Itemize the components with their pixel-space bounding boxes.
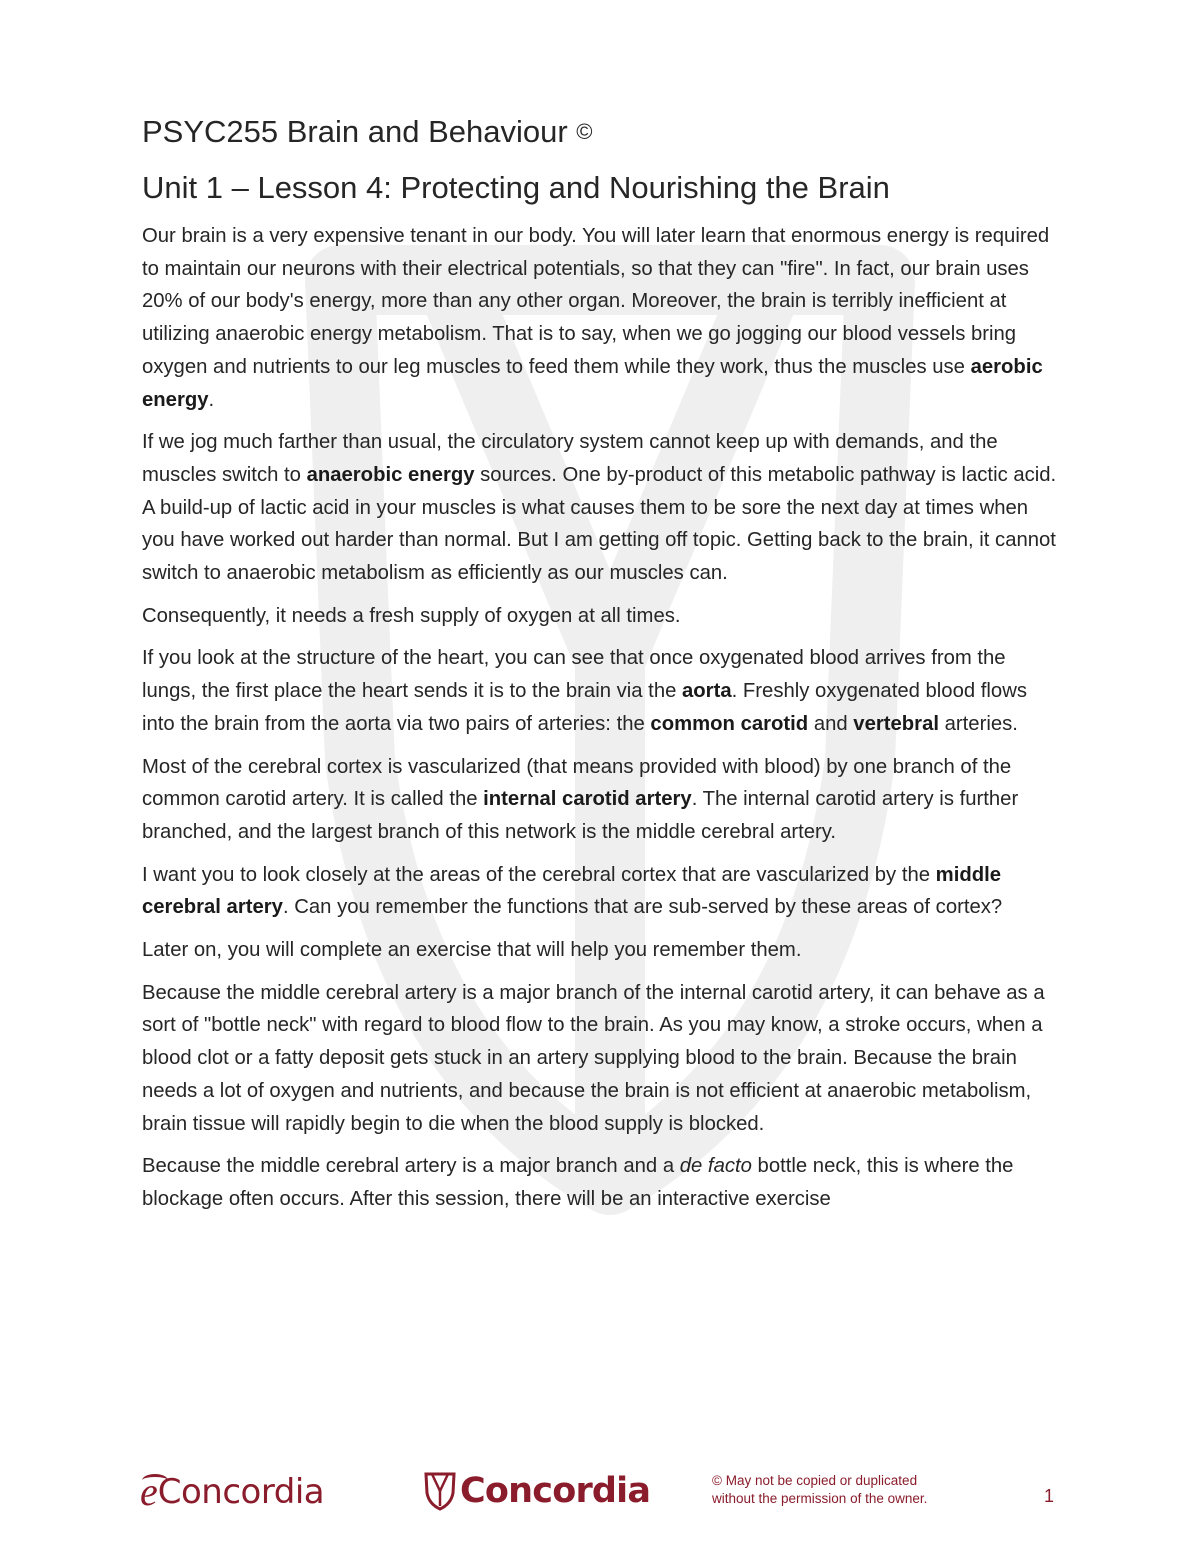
text: If we jog much farther than usual, the circulatory system cannot keep up with demands, and the muscles switch to [142, 431, 998, 486]
text: . Can you remember the functions that are sub-served by these areas of cortex? [282, 896, 1003, 919]
text: and [808, 712, 854, 735]
copyright-line-2: without the permission of the owner. [712, 1491, 928, 1506]
term-common-carotid: common carotid [650, 712, 809, 735]
text: e [140, 1469, 158, 1514]
concordia-logo [424, 1468, 650, 1514]
paragraph-5 [142, 751, 1062, 849]
econcordia-e-mark [140, 1470, 158, 1514]
term-internal-carotid-artery: internal carotid artery [483, 788, 692, 811]
text: If you look at the structure of the heart, you can see that once oxygenated blood arrives from the lungs, the first place the heart sends it is to the brain via the [142, 647, 1006, 703]
copyright-notice [712, 1472, 992, 1508]
text: Most of the cerebral cortex is vascularized (that means provided with blood) by one branch of the common carotid artery. It is called the [142, 755, 1012, 811]
page-number: 1 [1044, 1486, 1055, 1506]
paragraph-2 [142, 426, 1062, 590]
text: I want you to look closely at the areas of the cerebral cortex that are vascularized by the [142, 863, 936, 886]
term-anaerobic-energy: anaerobic energy [306, 463, 475, 486]
text: Our brain is a very expensive tenant in our body. You will later learn that enormous energy is required to maintain our neurons with their electrical potentials, so that they can "fire". In fact, our brain uses 20% of our body's energy, more than any other organ. Moreover, the brain is terribly inefficient at utilizing anaerobic energy metabolism. That is to say, when we go jogging our blood vessels bring oxygen and nutrients to our leg muscles to feed them while they work, thus the muscles use [142, 225, 1050, 378]
copyright-line-1: © May not be copied or duplicated [712, 1473, 918, 1488]
text: . Freshly oxygenated blood flows into the brain from the aorta via two pairs of arteries: the [142, 680, 1027, 735]
lesson-title: Unit 1 – Lesson 4: Protecting and Nourishing the Brain [142, 170, 890, 205]
econcordia-logo [140, 1470, 324, 1514]
term-de-facto: de facto [679, 1155, 752, 1178]
paragraph-8: Because the middle cerebral artery is a major branch of the internal carotid artery, it can behave as a sort of "bottle neck" with regard to blood flow to the brain. As you may know, a stroke occurs, when a blood clot or a fatty deposit gets stuck in an artery supplying blood to the brain. Because the brain needs a lot of oxygen and nutrients, and because the brain is not efficient at anaerobic metabolism, brain tissue will rapidly begin to die when the blood supply is blocked. [142, 981, 1045, 1135]
concordia-crest-icon [424, 1471, 456, 1511]
paragraph-1 [142, 220, 1062, 416]
text: . [208, 388, 215, 411]
concordia-wordmark: Concordia [460, 1471, 651, 1511]
paragraph-3: Consequently, it needs a fresh supply of oxygen at all times. [142, 604, 681, 627]
text: arteries. [938, 712, 1018, 735]
paragraph-9 [142, 1150, 1062, 1215]
term-aerobic-energy: aerobic energy [142, 355, 1043, 411]
paragraph-4 [142, 642, 1062, 740]
page-footer [0, 1462, 1200, 1522]
term-middle-cerebral-artery: middle cerebral artery [142, 863, 1002, 919]
text: sources. One by-product of this metabolic pathway is lactic acid. A build-up of lactic acid in your muscles is what causes them to be sore the next day at times when you have worked out harder than normal. But I am getting off topic. Getting back to the brain, it cannot switch to anaerobic metabolism as efficiently as our muscles can. [142, 463, 1057, 585]
term-vertebral: vertebral [853, 712, 939, 735]
paragraph-6 [142, 859, 1062, 924]
copyright-symbol: © [576, 119, 593, 144]
term-aorta: aorta [682, 680, 732, 703]
text: . The internal carotid artery is further branched, and the largest branch of this network is the middle cerebral artery. [142, 788, 1019, 843]
text: bottle neck, this is where the blockage often occurs. After this session, there will be an interactive exercise [142, 1155, 1014, 1210]
document-body [142, 112, 1062, 1226]
text: Because the middle cerebral artery is a major branch and a [142, 1155, 680, 1178]
course-title-text: PSYC255 Brain and Behaviour [142, 114, 568, 149]
econcordia-wordmark: Concordia [157, 1472, 325, 1512]
paragraph-7: Later on, you will complete an exercise that will help you remember them. [142, 939, 802, 962]
course-title [142, 112, 1062, 152]
